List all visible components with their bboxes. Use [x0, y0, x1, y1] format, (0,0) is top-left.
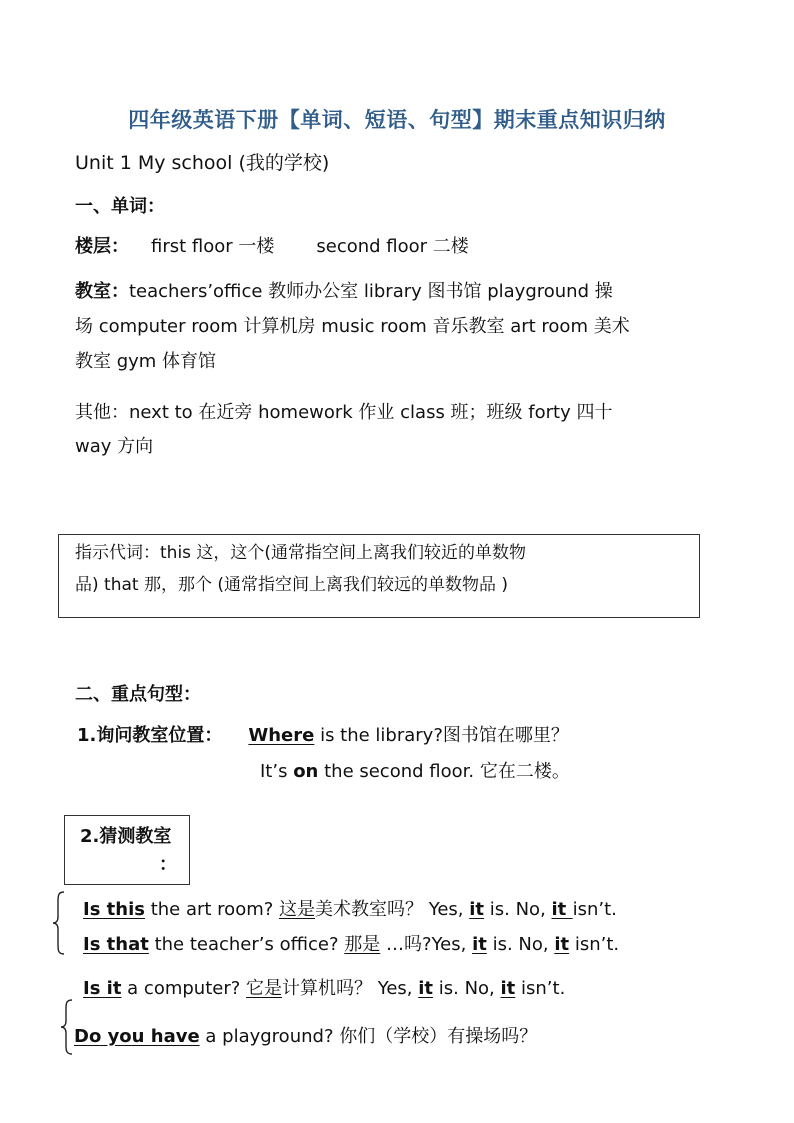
cn-keyword: 它是: [246, 978, 283, 999]
page-title: 四年级英语下册【单词、短语、句型】期末重点知识归纳: [128, 108, 666, 132]
others-line-2: way 方向: [75, 436, 154, 457]
sentence-text: …吗?Yes,: [380, 934, 473, 955]
sentence-do-you-have: [74, 1022, 537, 1048]
sentence-text: the art room?: [144, 899, 280, 920]
pattern-1-label: 1.询问教室位置：: [77, 725, 223, 746]
pattern-1-question: is the library?图书馆在哪里？: [314, 725, 569, 746]
unit-heading: Unit 1 My school (我的学校): [75, 152, 330, 174]
answer-rest: the second floor. 它在二楼。: [318, 761, 570, 782]
sentence-is-it: [83, 974, 565, 1000]
is-it-keyword: Is it: [83, 978, 122, 999]
others-line-1: [75, 398, 612, 424]
pattern-1-question-row: [77, 721, 569, 747]
do-you-have-keyword: Do you have: [74, 1026, 200, 1047]
it-keyword: it: [554, 934, 570, 955]
note-box: [58, 534, 700, 618]
it-keyword: it: [418, 978, 434, 999]
classrooms-line-1: [75, 277, 613, 303]
it-keyword: it: [469, 899, 485, 920]
it-keyword: it: [551, 899, 573, 920]
is-that-keyword: Is that: [83, 934, 149, 955]
answer-prefix: It’s: [260, 761, 294, 782]
brace-left-1: [52, 890, 66, 956]
others-label: 其他：: [75, 402, 129, 423]
pattern-2-label: 2.猜测教室: [80, 826, 172, 847]
classrooms-label: 教室：: [75, 281, 129, 302]
section-words-heading: 一、单词：: [75, 196, 165, 217]
others-text: next to 在近旁 homework 作业 class 班；班级 forty 四十: [129, 402, 613, 423]
cn-keyword: 那是: [344, 934, 381, 955]
is-this-keyword: Is this: [83, 899, 145, 920]
sentence-text: isn’t.: [569, 934, 620, 955]
note-line-1: 指示代词：this 这，这个(通常指空间上离我们较近的单数物: [75, 543, 527, 563]
on-keyword: on: [293, 761, 319, 782]
sentence-text: isn’t.: [572, 899, 617, 920]
sentence-text: is. No,: [486, 934, 555, 955]
sentence-text: 美术教室吗？ Yes,: [315, 899, 470, 920]
sentence-text: a playground? 你们（学校）有操场吗？: [199, 1026, 538, 1047]
section-sentences-heading: 二、重点句型：: [75, 684, 201, 705]
sentence-text: 计算机吗？ Yes,: [282, 978, 419, 999]
sentence-text: a computer?: [121, 978, 247, 999]
classrooms-text: teachers’office 教师办公室 library 图书馆 playground 操: [129, 281, 613, 302]
it-keyword: it: [472, 934, 487, 955]
note-line-2: 品) that 那，那个 (通常指空间上离我们较远的单数物品 ): [75, 575, 509, 595]
brace-left-2: [60, 998, 74, 1056]
sentence-text: isn’t.: [515, 978, 566, 999]
pattern-2-label-box: [64, 815, 190, 885]
floor-item: second floor 二楼: [316, 236, 469, 257]
sentence-is-this: [83, 895, 617, 921]
pattern-1-answer: [260, 757, 570, 783]
floors-row: [75, 232, 469, 258]
where-keyword: Where: [248, 725, 315, 746]
sentence-text: the teacher’s office?: [148, 934, 345, 955]
sentence-text: is. No,: [484, 899, 552, 920]
pattern-2-label-colon: ：: [159, 854, 177, 875]
classrooms-line-3: 教室 gym 体育馆: [75, 351, 217, 372]
sentence-text: is. No,: [433, 978, 501, 999]
floors-label: 楼层：: [75, 236, 129, 257]
cn-keyword: 这是: [279, 899, 316, 920]
sentence-is-that: [83, 930, 619, 956]
floor-item: first floor 一楼: [151, 236, 275, 257]
it-keyword: it: [500, 978, 516, 999]
classrooms-line-2: 场 computer room 计算机房 music room 音乐教室 art room 美术: [75, 316, 630, 337]
